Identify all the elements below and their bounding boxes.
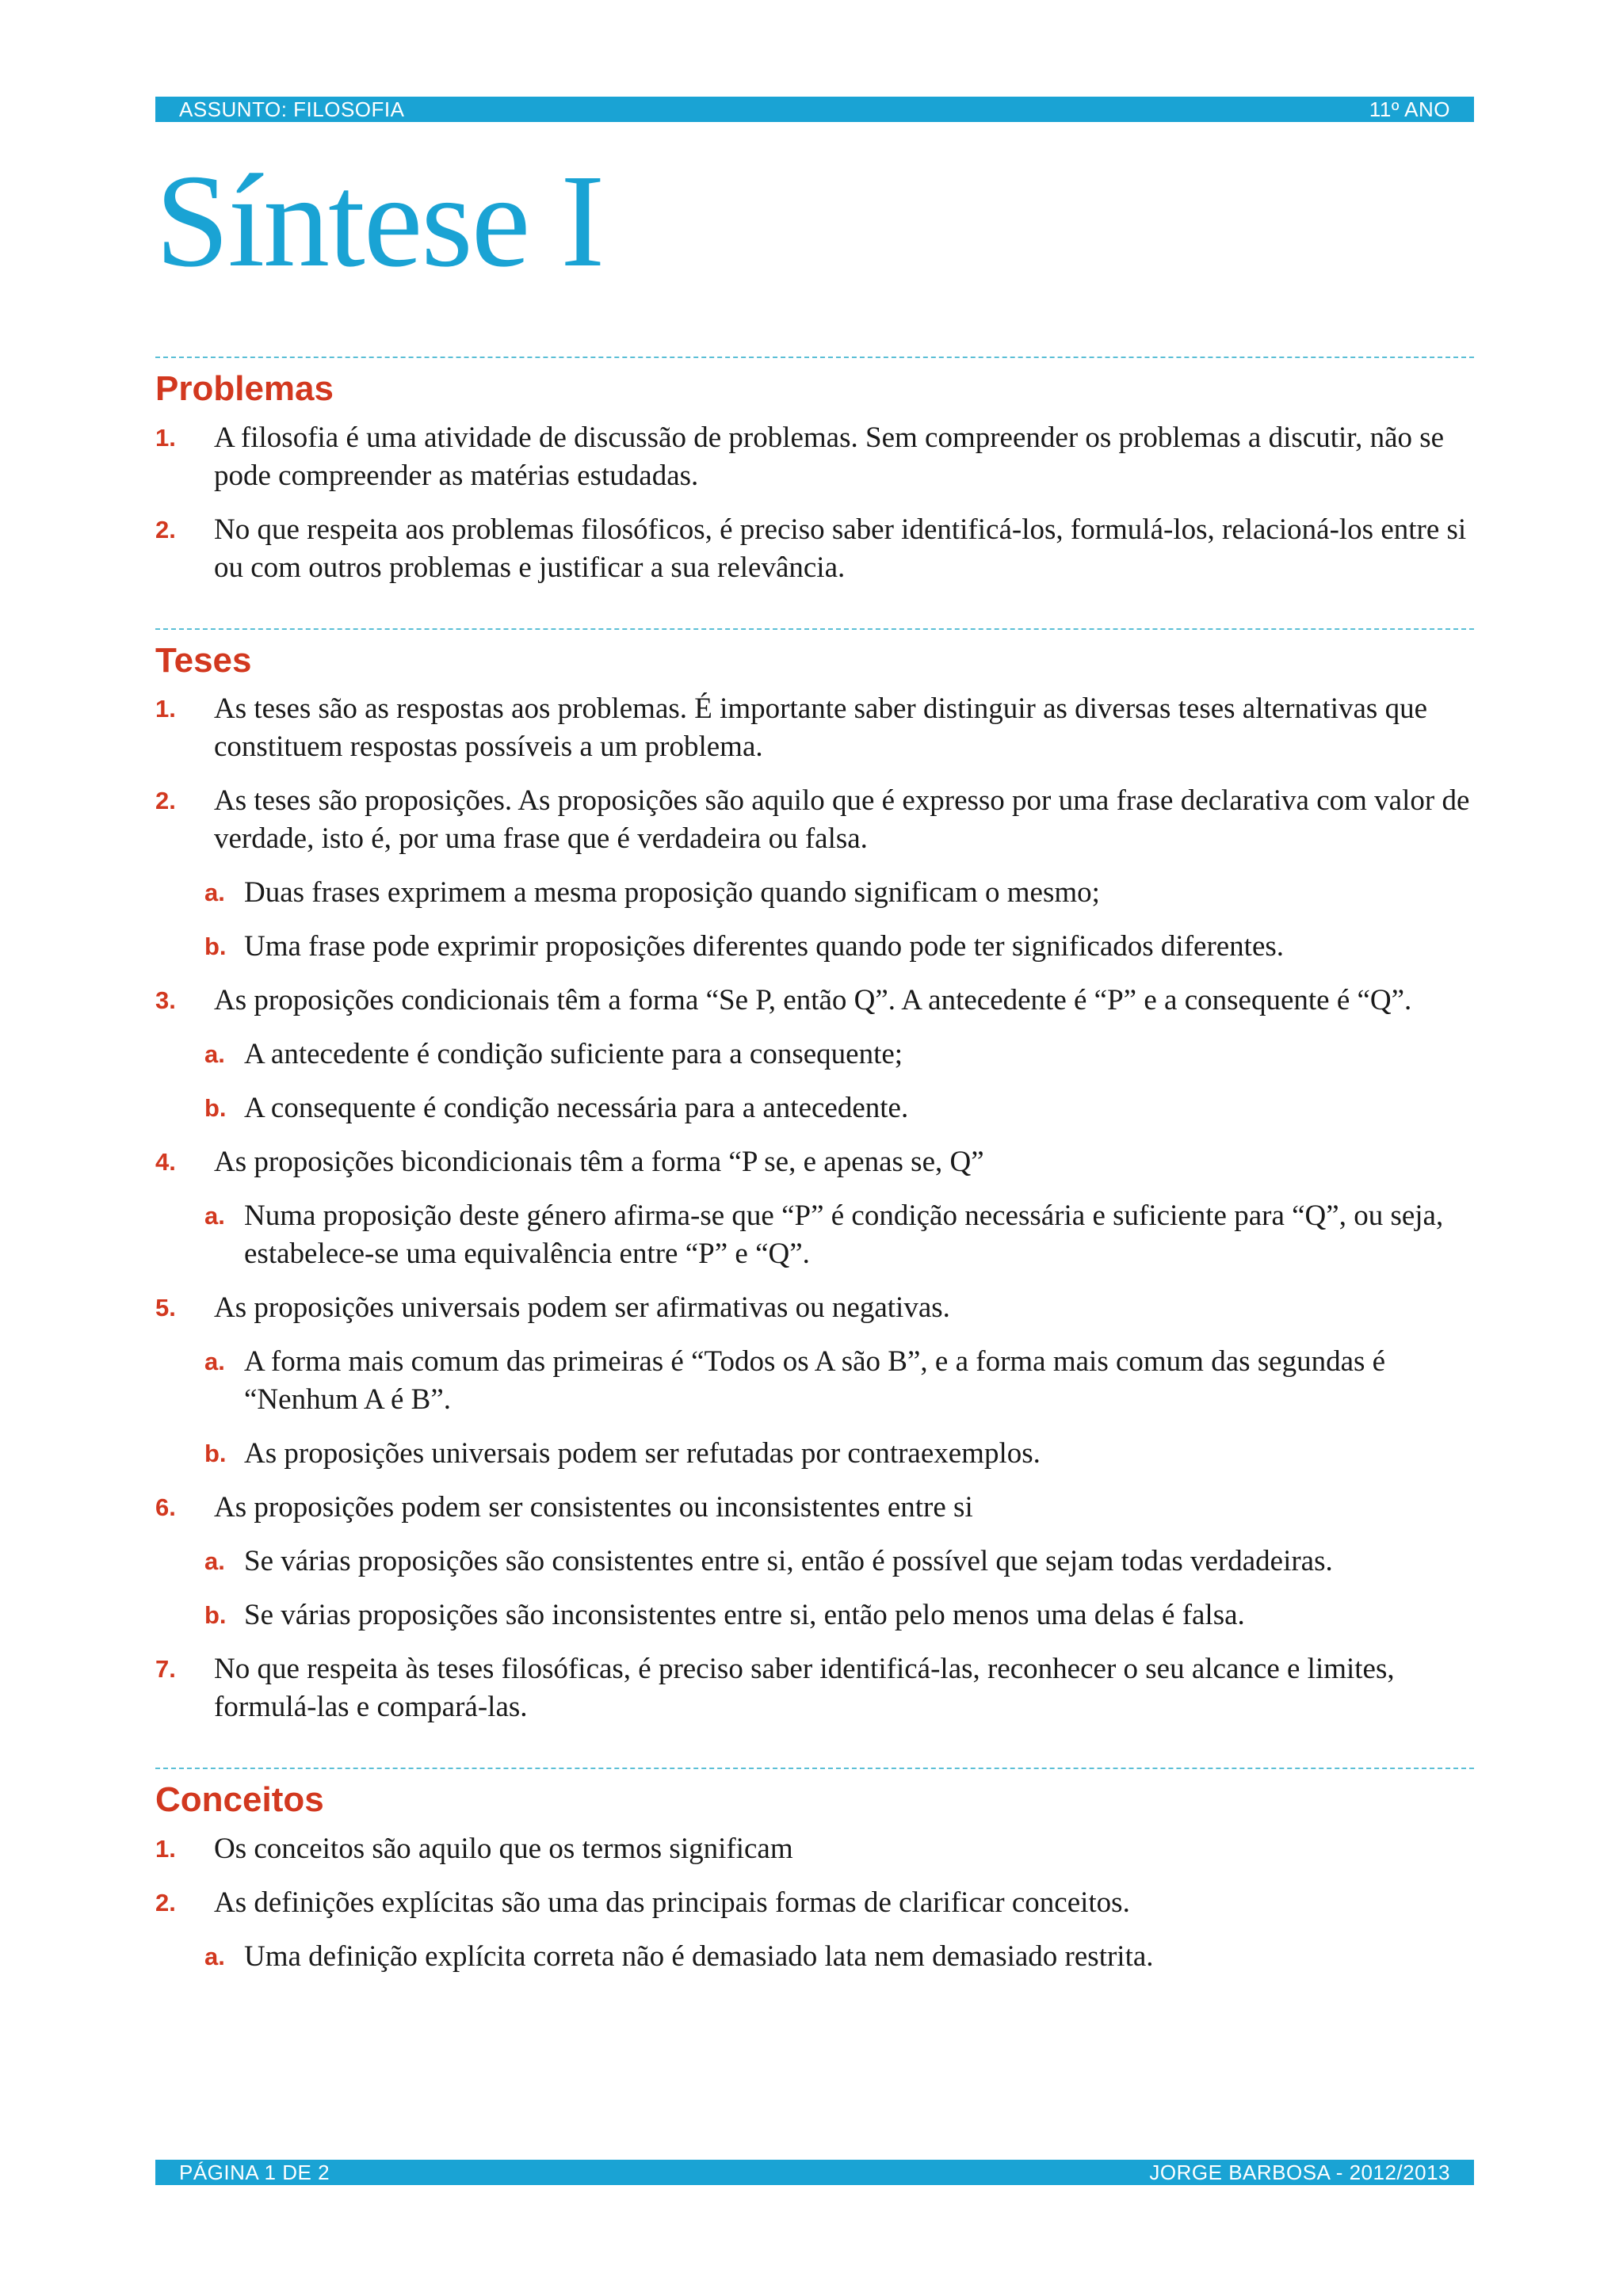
item-text: No que respeita aos problemas filosóficos, é preciso saber identificá-los, formulá-los, relacioná-los entre si ou com outros problemas e justificar a sua relevância. xyxy=(214,513,1467,584)
sub-item-text: A forma mais comum das primeiras é “Todos os A são B”, e a forma mais comum das segundas é “Nenhum A é B”. xyxy=(244,1345,1386,1417)
sub-item xyxy=(155,928,1474,966)
item-number: 7. xyxy=(155,1655,176,1684)
section-heading: Problemas xyxy=(155,369,334,408)
item-number: 6. xyxy=(155,1493,176,1522)
sub-item-text: Se várias proposições são consistentes entre si, então é possível que sejam todas verdadeiras. xyxy=(244,1545,1333,1578)
sub-item-letter: a. xyxy=(204,1547,225,1576)
sub-item-letter: b. xyxy=(204,1094,227,1123)
sub-item-letter: a. xyxy=(204,1040,225,1069)
sub-item-letter: b. xyxy=(204,1440,227,1468)
sub-item-letter: a. xyxy=(204,1942,225,1970)
list-item xyxy=(155,1650,1474,1726)
sub-item-text: Se várias proposições são inconsistentes entre si, então pelo menos uma delas é falsa. xyxy=(244,1599,1245,1632)
list-item xyxy=(155,1143,1474,1181)
item-text: A filosofia é uma atividade de discussão de problemas. Sem compreender os problemas a discutir, não se pode compreender as matérias estudadas. xyxy=(214,421,1445,492)
item-text: As teses são proposições. As proposições são aquilo que é expresso por uma frase declarativa com valor de verdade, isto é, por uma frase que é verdadeira ou falsa. xyxy=(214,784,1470,856)
section-problemas xyxy=(155,357,1474,587)
sub-item-letter: b. xyxy=(204,933,227,961)
sub-item xyxy=(155,1938,1474,1976)
item-number: 2. xyxy=(155,515,176,543)
sub-item-letter: a. xyxy=(204,1202,225,1230)
item-number: 4. xyxy=(155,1148,176,1177)
item-text: No que respeita às teses filosóficas, é preciso saber identificá-las, reconhecer o seu alcance e limites, formulá-las e compará-las. xyxy=(214,1653,1395,1724)
item-text: As proposições bicondicionais têm a forma “P se, e apenas se, Q” xyxy=(214,1146,984,1179)
content xyxy=(155,357,1474,2017)
item-number: 1. xyxy=(155,1834,176,1863)
list-item xyxy=(155,1830,1474,1868)
section-heading: Teses xyxy=(155,640,252,680)
sub-item-letter: a. xyxy=(204,879,225,907)
section-teses xyxy=(155,628,1474,1727)
sub-item xyxy=(155,1543,1474,1581)
item-text: As teses são as respostas aos problemas. É importante saber distinguir as diversas teses alternativas que constituem respostas possíveis a um problema. xyxy=(214,692,1428,764)
sub-item-letter: a. xyxy=(204,1348,225,1376)
item-text: As proposições podem ser consistentes ou inconsistentes entre si xyxy=(214,1491,973,1524)
sub-item-text: Duas frases exprimem a mesma proposição quando significam o mesmo; xyxy=(244,876,1100,910)
sub-item xyxy=(155,874,1474,912)
list-item xyxy=(155,1289,1474,1327)
item-text: As definições explícitas são uma das principais formas de clarificar conceitos. xyxy=(214,1886,1130,1919)
page-title: Síntese I xyxy=(155,147,604,295)
item-number: 1. xyxy=(155,695,176,723)
section-conceitos xyxy=(155,1768,1474,1976)
sub-item xyxy=(155,1596,1474,1634)
sub-item-text: As proposições universais podem ser refutadas por contraexemplos. xyxy=(244,1437,1041,1470)
sub-item xyxy=(155,1343,1474,1419)
sub-item xyxy=(155,1035,1474,1074)
footer-bar xyxy=(155,2160,1474,2185)
item-number: 1. xyxy=(155,423,176,452)
item-number: 2. xyxy=(155,1888,176,1917)
sub-item xyxy=(155,1197,1474,1273)
author-label: JORGE BARBOSA - 2012/2013 xyxy=(1149,2160,1450,2184)
list-item xyxy=(155,1884,1474,1922)
item-number: 2. xyxy=(155,787,176,815)
section-heading: Conceitos xyxy=(155,1780,324,1820)
sub-item xyxy=(155,1089,1474,1127)
year-label: 11º ANO xyxy=(1369,97,1450,121)
list-item xyxy=(155,1489,1474,1527)
list-item xyxy=(155,511,1474,587)
item-text: As proposições condicionais têm a forma “Se P, então Q”. A antecedente é “P” e a consequente é “Q”. xyxy=(214,984,1412,1017)
sub-item-text: A antecedente é condição suficiente para a consequente; xyxy=(244,1038,903,1071)
sub-item-text: Numa proposição deste género afirma-se que “P” é condição necessária e suficiente para “Q”, ou seja, estabelece-se uma equivalência entre “P” e “Q”. xyxy=(244,1199,1444,1271)
sub-item xyxy=(155,1435,1474,1473)
item-number: 3. xyxy=(155,986,176,1015)
item-number: 5. xyxy=(155,1294,176,1322)
list-item xyxy=(155,782,1474,858)
item-text: As proposições universais podem ser afirmativas ou negativas. xyxy=(214,1291,950,1325)
list-item xyxy=(155,982,1474,1020)
sub-item-text: Uma definição explícita correta não é demasiado lata nem demasiado restrita. xyxy=(244,1939,1154,1973)
item-text: Os conceitos são aquilo que os termos significam xyxy=(214,1832,793,1865)
sub-item-text: A consequente é condição necessária para a antecedente. xyxy=(244,1092,909,1125)
list-item xyxy=(155,419,1474,495)
header-bar xyxy=(155,97,1474,122)
page-number: PÁGINA 1 DE 2 xyxy=(179,2160,330,2184)
sub-item-letter: b. xyxy=(204,1601,227,1630)
sub-item-text: Uma frase pode exprimir proposições diferentes quando pode ter significados diferentes. xyxy=(244,930,1285,963)
list-item xyxy=(155,690,1474,766)
subject-label: ASSUNTO: FILOSOFIA xyxy=(179,97,405,121)
